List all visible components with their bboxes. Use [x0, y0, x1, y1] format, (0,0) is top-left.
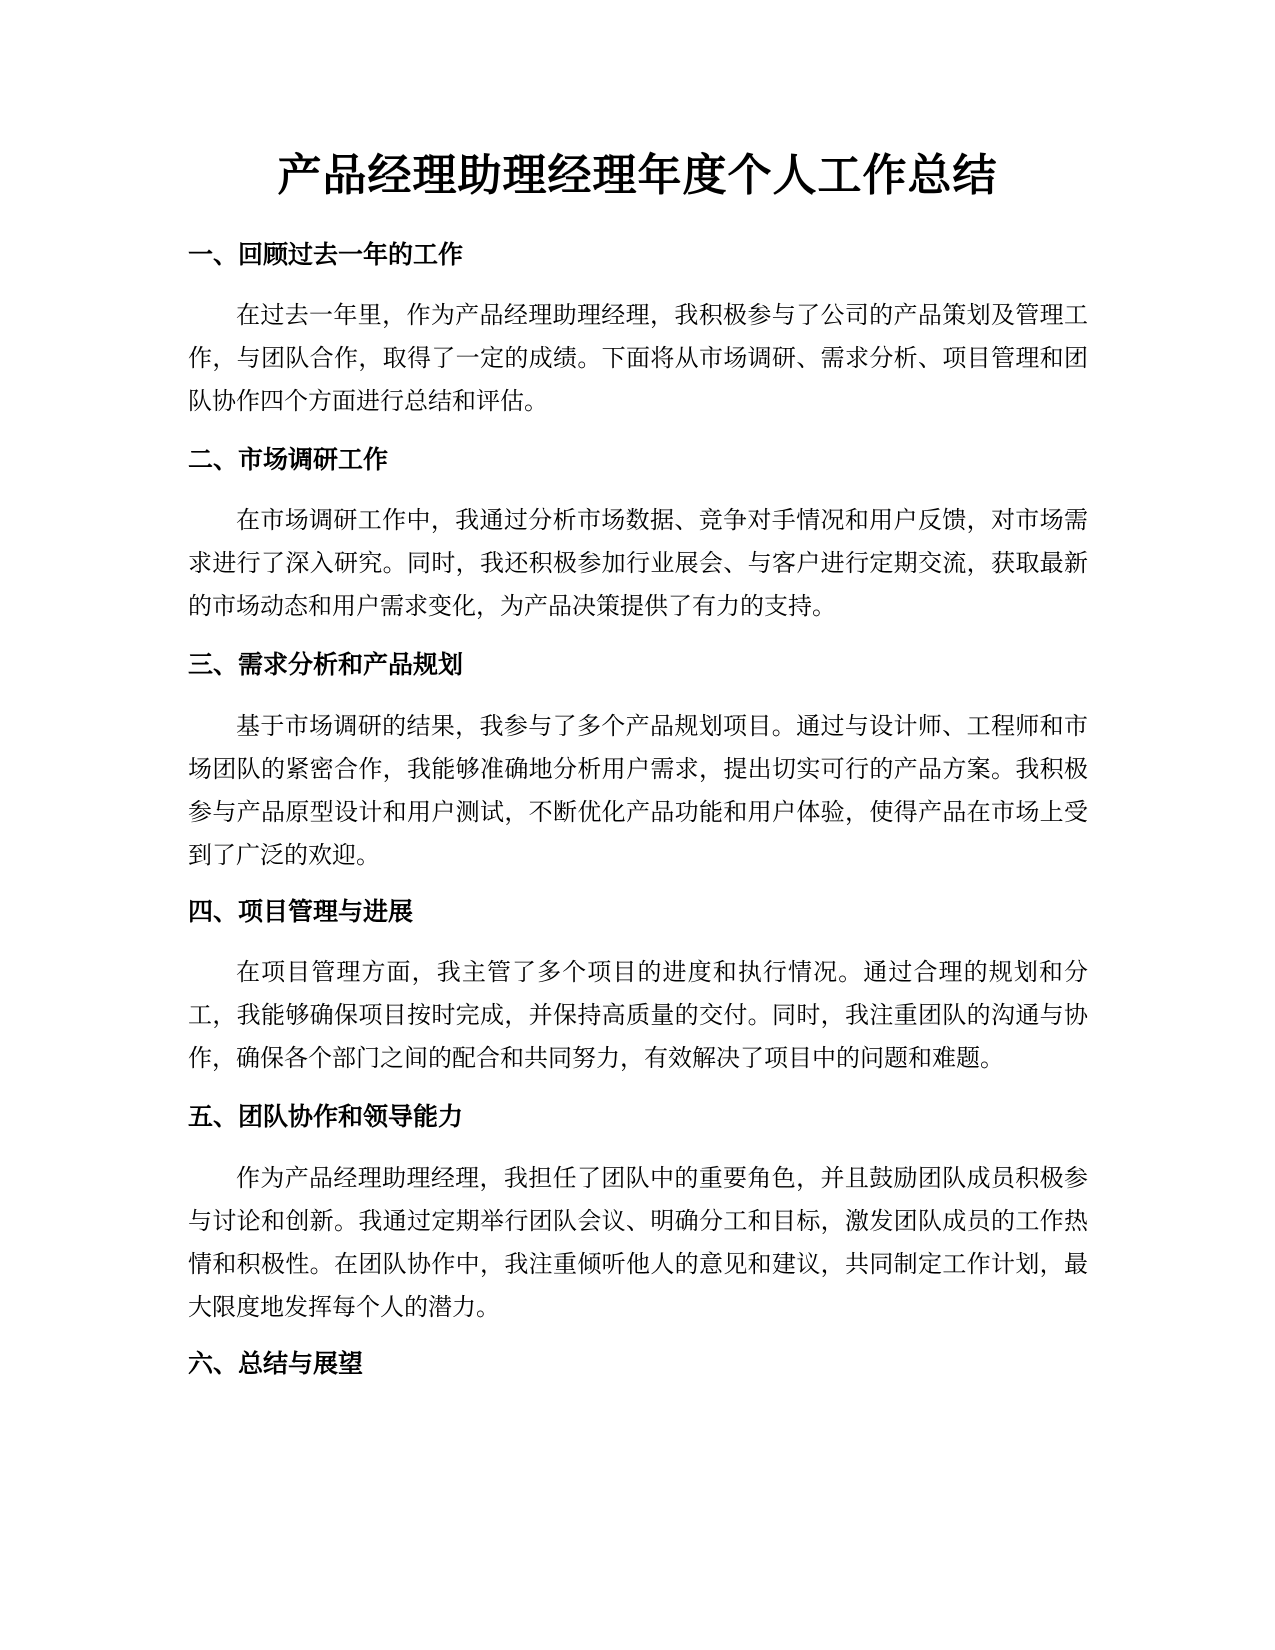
- section-paragraph-5: 作为产品经理助理经理，我担任了团队中的重要角色，并且鼓励团队成员积极参与讨论和创新。我通过定期举行团队会议、明确分工和目标，激发团队成员的工作热情和积极性。在团队协作中，我注重倾听他人的意见和建议，共同制定工作计划，最大限度地发挥每个人的潜力。: [188, 1164, 1088, 1321]
- section-paragraph-3: 基于市场调研的结果，我参与了多个产品规划项目。通过与设计师、工程师和市场团队的紧密合作，我能够准确地分析用户需求，提出切实可行的产品方案。我积极参与产品原型设计和用户测试，不断优化产品功能和用户体验，使得产品在市场上受到了广泛的欢迎。: [188, 712, 1088, 869]
- section-heading-3: 三、需求分析和产品规划: [188, 650, 464, 679]
- section-heading-1: 一、回顾过去一年的工作: [188, 240, 464, 269]
- section-heading-2: 二、市场调研工作: [188, 445, 389, 474]
- document-title: 产品经理助理经理年度个人工作总结: [277, 150, 998, 201]
- section-heading-6: 六、总结与展望: [188, 1349, 364, 1378]
- section-paragraph-1: 在过去一年里，作为产品经理助理经理，我积极参与了公司的产品策划及管理工作，与团队合作，取得了一定的成绩。下面将从市场调研、需求分析、项目管理和团队协作四个方面进行总结和评估。: [188, 301, 1088, 415]
- section-heading-4: 四、项目管理与进展: [188, 897, 414, 926]
- section-paragraph-2: 在市场调研工作中，我通过分析市场数据、竞争对手情况和用户反馈，对市场需求进行了深入研究。同时，我还积极参加行业展会、与客户进行定期交流，获取最新的市场动态和用户需求变化，为产品决策提供了有力的支持。: [188, 506, 1088, 620]
- section-heading-5: 五、团队协作和领导能力: [188, 1102, 464, 1131]
- section-paragraph-4: 在项目管理方面，我主管了多个项目的进度和执行情况。通过合理的规划和分工，我能够确保项目按时完成，并保持高质量的交付。同时，我注重团队的沟通与协作，确保各个部门之间的配合和共同努力，有效解决了项目中的问题和难题。: [188, 958, 1088, 1072]
